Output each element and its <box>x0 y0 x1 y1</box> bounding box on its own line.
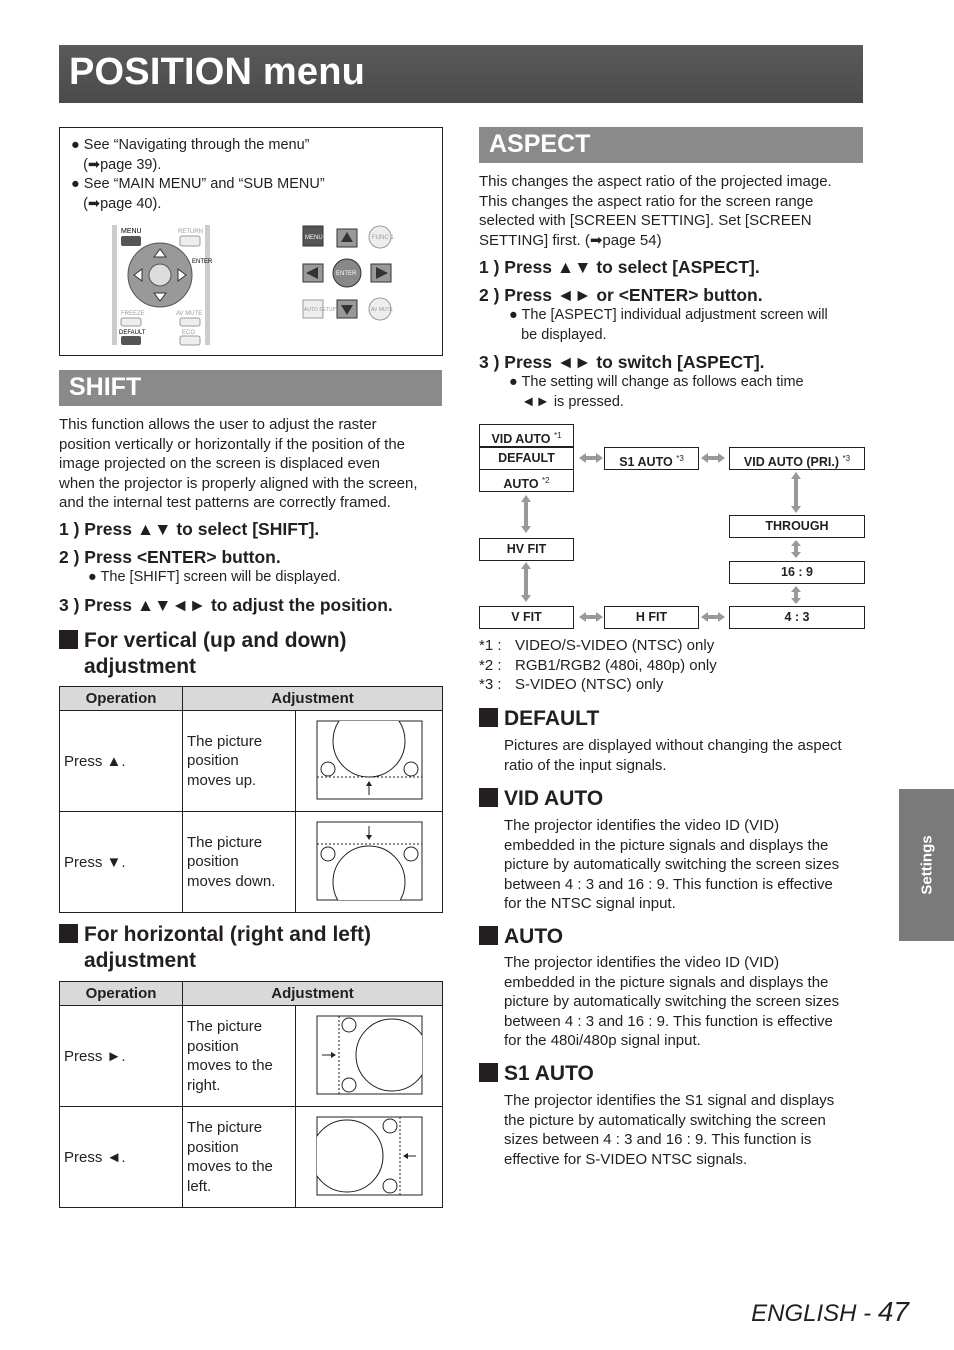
remote-eco-label: ECO <box>182 330 196 336</box>
aspect-intro <box>479 172 869 250</box>
col-adjustment: Adjustment <box>183 687 443 711</box>
shift-up-illustration <box>296 711 442 807</box>
heading-square-icon <box>479 708 498 727</box>
illustration-cell <box>296 1006 443 1107</box>
desc-line: embedded in the picture signals and displays the <box>504 973 829 991</box>
shift-heading-bar <box>59 370 442 406</box>
shift-step-1: 1 ) Press ▲▼ to select [SHIFT]. <box>59 519 320 539</box>
shift-down-illustration <box>296 812 442 908</box>
aspect-option-vid-auto-pri <box>729 447 865 470</box>
aspect-option-s1-auto <box>604 447 699 470</box>
adj-line: moves to the <box>187 1057 273 1074</box>
illustration-cell <box>296 1107 443 1208</box>
desc-line: The projector identifies the S1 signal and displays <box>504 1092 835 1109</box>
table-row <box>60 1006 443 1107</box>
shift-intro <box>59 415 449 513</box>
adj-line: position <box>187 1138 239 1156</box>
adj-line: The picture <box>187 1119 263 1136</box>
aspect-step-1: 1 ) Press ▲▼ to select [ASPECT]. <box>479 257 760 277</box>
panel-avmute-label: AV MUTE <box>371 307 393 313</box>
default-heading-text: DEFAULT <box>504 707 600 730</box>
heading-square-icon <box>479 1063 498 1082</box>
panel-menu-label: MENU <box>305 235 323 241</box>
shift-right-illustration <box>296 1006 442 1102</box>
shift-left-illustration <box>296 1107 442 1203</box>
aspect-step-3-note: ● The setting will change as follows each time ◄► is pressed. <box>509 374 804 410</box>
remote-control-illustration <box>110 223 220 348</box>
operation-cell: Press ◄. <box>60 1107 183 1208</box>
s1-auto-heading-text: S1 AUTO <box>504 1062 594 1085</box>
side-tab-label: Settings <box>918 835 935 895</box>
aspect-option-4-3: 4 : 3 <box>729 606 865 629</box>
settings-side-tab <box>899 789 954 941</box>
nav-bullet-2-ref: (➡page 40). <box>83 195 162 212</box>
aspect-option-v-fit: V FIT <box>479 606 574 629</box>
aspect-intro-line: This changes the aspect ratio for the screen range <box>479 192 814 210</box>
nav-bullet-1-ref: (➡page 39). <box>83 156 162 173</box>
operation-cell: Press ▼. <box>60 812 183 913</box>
adj-line: The picture <box>187 732 263 750</box>
aspect-footnotes <box>479 636 717 695</box>
adjustment-cell <box>183 1006 296 1107</box>
remote-avmute-label: AV MUTE <box>176 311 203 317</box>
aspect-option-vid-auto <box>479 424 574 447</box>
aspect-step-3-note-l2: ◄► is pressed. <box>521 393 624 410</box>
footnote-mark: *2 : <box>479 656 502 674</box>
vid-auto-description <box>504 816 839 914</box>
adj-line: The picture <box>187 1018 263 1035</box>
remote-freeze-label: FREEZE <box>121 311 145 317</box>
s1-auto-description <box>504 1091 834 1169</box>
vid-auto-heading <box>479 786 603 812</box>
aspect-step-2: 2 ) Press ◄► or <ENTER> button. <box>479 285 763 305</box>
aspect-intro-line: SETTING] first. (➡page 54) <box>479 231 662 249</box>
operation-cell: Press ►. <box>60 1006 183 1107</box>
page-title: POSITION menu <box>69 51 366 93</box>
shift-step-3: 3 ) Press ▲▼◄► to adjust the position. <box>59 595 393 615</box>
control-panel-illustration <box>300 224 400 324</box>
aspect-option-auto <box>479 469 574 492</box>
aspect-intro-line: selected with [SCREEN SETTING]. Set [SCREEN <box>479 212 812 229</box>
s1-auto-heading <box>479 1061 594 1087</box>
auto-description <box>504 953 839 1051</box>
aspect-heading-bar <box>479 127 863 163</box>
horizontal-heading-line2: adjustment <box>84 949 197 972</box>
desc-line: Pictures are displayed without changing the aspect <box>504 737 842 754</box>
footnote-text: VIDEO/S-VIDEO (NTSC) only <box>515 637 715 654</box>
aspect-step-3: 3 ) Press ◄► to switch [ASPECT]. <box>479 352 765 372</box>
desc-line: ratio of the input signals. <box>504 756 667 774</box>
footnote-mark: *1 : <box>479 637 502 654</box>
shift-intro-line: and the internal test patterns are correctly framed. <box>59 494 391 511</box>
footnote-mark: *3 <box>676 454 684 463</box>
option-label: S1 AUTO <box>619 455 673 470</box>
adj-line: moves to the <box>187 1158 273 1175</box>
col-adjustment: Adjustment <box>183 982 443 1006</box>
adjustment-cell <box>183 812 296 913</box>
horizontal-adjust-heading <box>59 922 371 974</box>
shift-step-2-note-text: The [SHIFT] screen will be displayed. <box>100 569 341 585</box>
desc-line: for the 480i/480p signal input. <box>504 1032 701 1049</box>
footnote-mark: *3 <box>842 454 851 463</box>
auto-heading <box>479 924 563 950</box>
footnote-mark: *2 <box>542 476 550 485</box>
shift-step-2: 2 ) Press <ENTER> button. <box>59 547 281 567</box>
option-label: VID AUTO <box>491 432 551 447</box>
default-heading <box>479 706 599 732</box>
page-number: 47 <box>877 1296 909 1327</box>
panel-auto-setup-label: AUTO SETUP <box>304 307 336 313</box>
shift-intro-line: when the projector is properly aligned with the screen, <box>59 474 418 492</box>
desc-line: picture by automatically switching the screen sizes <box>504 993 840 1010</box>
footnote-item <box>479 656 717 676</box>
desc-line: picture by automatically switching the screen sizes <box>504 856 840 873</box>
desc-line: between 4 : 3 and 16 : 9. This function is effective <box>504 875 833 893</box>
heading-square-icon <box>59 924 78 943</box>
adj-line: moves down. <box>187 872 276 890</box>
aspect-step-2-note-l1: The [ASPECT] individual adjustment screen will <box>521 307 828 323</box>
footer-separator: - <box>856 1300 878 1327</box>
vertical-heading-line1: For vertical (up and down) <box>84 629 347 652</box>
panel-enter-label: ENTER <box>336 271 357 277</box>
vertical-adjust-heading <box>59 628 347 680</box>
col-operation: Operation <box>60 982 183 1006</box>
vid-auto-heading-text: VID AUTO <box>504 787 604 810</box>
shift-step-2-note: ● The [SHIFT] screen will be displayed. <box>88 569 341 585</box>
table-row <box>60 711 443 812</box>
remote-default-label: DEFAULT <box>119 330 146 336</box>
nav-bullet-1: ● See “Navigating through the menu” (➡page 39). <box>71 137 310 173</box>
page-footer <box>751 1296 909 1328</box>
aspect-option-h-fit: H FIT <box>604 606 699 629</box>
shift-intro-line: image projected on the screen is displaced even <box>59 455 381 472</box>
adjustment-cell <box>183 1107 296 1208</box>
remote-enter-label: ENTER <box>192 259 213 265</box>
option-label: VID AUTO (PRI.) <box>743 455 840 470</box>
aspect-option-default: DEFAULT <box>479 447 574 470</box>
horizontal-heading-line1: For horizontal (right and left) <box>84 923 371 946</box>
operation-cell: Press ▲. <box>60 711 183 812</box>
footnote-item <box>479 636 717 656</box>
heading-square-icon <box>59 630 78 649</box>
adj-line: The picture <box>187 833 263 851</box>
adj-line: position <box>187 853 239 871</box>
table-row <box>60 812 443 913</box>
heading-square-icon <box>479 788 498 807</box>
desc-line: The projector identifies the video ID (VID) <box>504 817 780 834</box>
vertical-heading-line2: adjustment <box>84 655 197 678</box>
desc-line: The projector identifies the video ID (VID) <box>504 954 780 971</box>
desc-line: between 4 : 3 and 16 : 9. This function is effective <box>504 1012 833 1030</box>
aspect-step-2-note-l2: be displayed. <box>521 326 607 343</box>
aspect-step-3-note-l1: The setting will change as follows each time <box>521 374 804 390</box>
desc-line: embedded in the picture signals and displays the <box>504 836 829 854</box>
illustration-cell <box>296 812 443 913</box>
nav-bullet-1-text: See “Navigating through the menu” <box>83 137 310 153</box>
footnote-mark: *1 <box>553 431 562 440</box>
desc-line: sizes between 4 : 3 and 16 : 9. This function is <box>504 1131 812 1148</box>
default-description <box>504 736 842 775</box>
aspect-heading: ASPECT <box>489 130 591 158</box>
navigation-note-box <box>59 127 443 356</box>
shift-intro-line: This function allows the user to adjust the raster <box>59 416 377 433</box>
heading-square-icon <box>479 926 498 945</box>
adj-line: right. <box>187 1076 221 1094</box>
desc-line: for the NTSC signal input. <box>504 895 676 912</box>
adj-line: position <box>187 1037 239 1055</box>
vertical-adjust-table <box>59 686 443 913</box>
shift-heading: SHIFT <box>69 373 142 401</box>
auto-heading-text: AUTO <box>504 925 564 948</box>
aspect-intro-line: This changes the aspect ratio of the projected image. <box>479 173 832 190</box>
option-label: AUTO <box>503 477 539 492</box>
remote-return-label: RETURN <box>178 229 203 235</box>
footnote-item <box>479 675 717 695</box>
col-operation: Operation <box>60 687 183 711</box>
footnote-text: RGB1/RGB2 (480i, 480p) only <box>515 656 717 674</box>
illustration-cell <box>296 711 443 812</box>
desc-line: effective for S-VIDEO NTSC signals. <box>504 1150 748 1168</box>
adj-line: left. <box>187 1177 212 1195</box>
desc-line: the picture by automatically switching the screen <box>504 1111 826 1129</box>
adjustment-cell <box>183 711 296 812</box>
nav-bullet-2-text: See “MAIN MENU” and “SUB MENU” <box>83 176 325 192</box>
aspect-option-16-9: 16 : 9 <box>729 561 865 584</box>
page-title-bar <box>59 45 863 103</box>
aspect-step-2-note: ● The [ASPECT] individual adjustment screen will be displayed. <box>509 307 828 343</box>
panel-func-label: FUNC 1 <box>372 235 394 241</box>
nav-bullet-2: ● See “MAIN MENU” and “SUB MENU” (➡page 40). <box>71 176 325 212</box>
footer-language: ENGLISH <box>751 1300 857 1327</box>
remote-menu-label: MENU <box>121 228 142 235</box>
adj-line: moves up. <box>187 771 257 789</box>
shift-intro-line: position vertically or horizontally if the position of the <box>59 435 406 453</box>
aspect-option-through: THROUGH <box>729 515 865 538</box>
table-row <box>60 1107 443 1208</box>
footnote-mark: *3 : <box>479 676 502 693</box>
footnote-text: S-VIDEO (NTSC) only <box>515 676 664 693</box>
adj-line: position <box>187 752 239 770</box>
horizontal-adjust-table <box>59 981 443 1208</box>
aspect-option-hv-fit: HV FIT <box>479 538 574 561</box>
